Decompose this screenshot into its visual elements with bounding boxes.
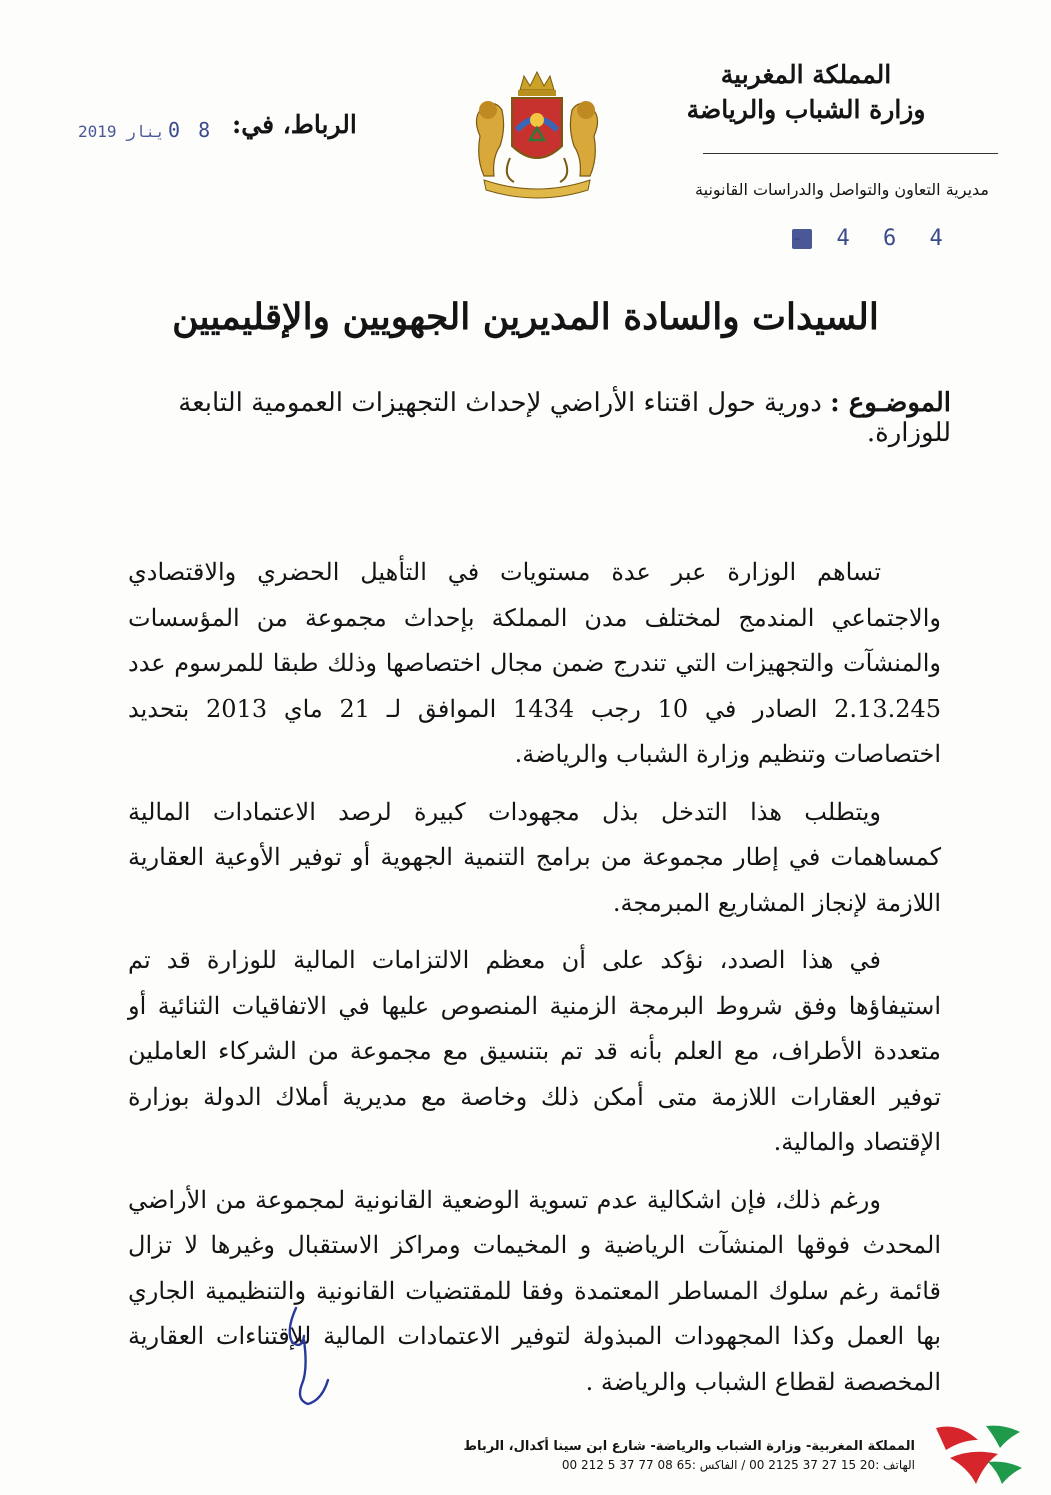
footer-contacts: الهاتف :20 15 27 37 2125 00 / الفاكس :65 08 77 37 5 212 00 <box>561 1458 915 1472</box>
handwritten-mark-icon <box>282 1300 337 1410</box>
header-institution <box>656 58 956 128</box>
body-paragraph: ويتطلب هذا التدخل بذل مجهودات كبيرة لرصد الاعتمادات المالية كمساهمات في إطار مجموعة من برامج التنمية الجهوية أو توفير الأوعية العقارية اللازمة لإنجاز المشاريع المبرمجة. <box>128 797 941 917</box>
header-divider <box>703 153 998 154</box>
footer-address: المملكة المغربية- وزارة الشباب والرياضة- شارع ابن سينا أكدال، الرباط <box>463 1439 915 1454</box>
subject-label: الموضـوع : <box>830 388 951 418</box>
ministry-name: وزارة الشباب والرياضة <box>686 95 926 124</box>
body-paragraph: في هذا الصدد، نؤكد على أن معظم الالتزامات المالية للوزارة قد تم استيفاؤها وفق شروط البرمجة الزمنية المنصوص عليها في الاتفاقيات الثنائية أو متعددة الأطراف، مع العلم بأنه قد تم بتنسيق مع مجموعة من الشركاء العاملين توفير العقارات اللازمة متى أمكن ذلك وخاصة مع مديرية أملاك الدولة بوزارة الإقتصاد والمالية. <box>128 946 941 1156</box>
date-stamp: 2019 ينار <box>78 122 165 141</box>
subject-text: دورية حول اقتناء الأراضي لإحداث التجهيزات العمومية التابعة للوزارة. <box>178 388 951 448</box>
ministry-logo-icon <box>928 1418 1028 1488</box>
subject-line <box>91 388 951 448</box>
footer <box>300 1438 915 1474</box>
date-day-stamp: 0 8 <box>168 118 214 142</box>
kingdom-name: المملكة المغربية <box>720 60 892 89</box>
body-paragraph: تساهم الوزارة عبر عدة مستويات في التأهيل الحضري والاقتصادي والاجتماعي المندمج لمختلف مدن المملكة بإحداث مجموعة من المؤسسات والمنشآت والتجهيزات التي تندرج ضمن مجال اختصاصها وذلك طبقا للمرسوم عدد 2.13.245 الصادر في 10 رجب 1434 الموافق لـ 21 ماي 2013 بتحديد اختصاصات وتنظيم وزارة الشباب والرياضة. <box>128 558 942 768</box>
moroccan-coat-of-arms-icon <box>462 68 612 208</box>
directorate-name: مديرية التعاون والتواصل والدراسات القانونية <box>695 180 989 199</box>
body-paragraph: ورغم ذلك، فإن اشكالية عدم تسوية الوضعية القانونية لمجموعة من الأراضي المحدث فوقها المنشآت الرياضية و المخيمات ومراكز الاستقبال وغيرها لا تزال قائمة رغم سلوك المساطر المعتمدة وفقا للمقتضيات القانونية والتنظيمية الجاري بها العمل وكذا المجهودات المبذولة لتوفير الاعتمادات المالية للإقتناءات العقارية المخصصة لقطاع الشباب والرياضة . <box>128 1185 941 1396</box>
addressee-heading: السيدات والسادة المديرين الجهويين والإقليميين <box>172 296 879 338</box>
place-and-date-label: الرباط، في: <box>232 110 357 139</box>
reference-number: - 4 6 4 <box>790 226 953 251</box>
letter-body <box>128 550 941 1417</box>
